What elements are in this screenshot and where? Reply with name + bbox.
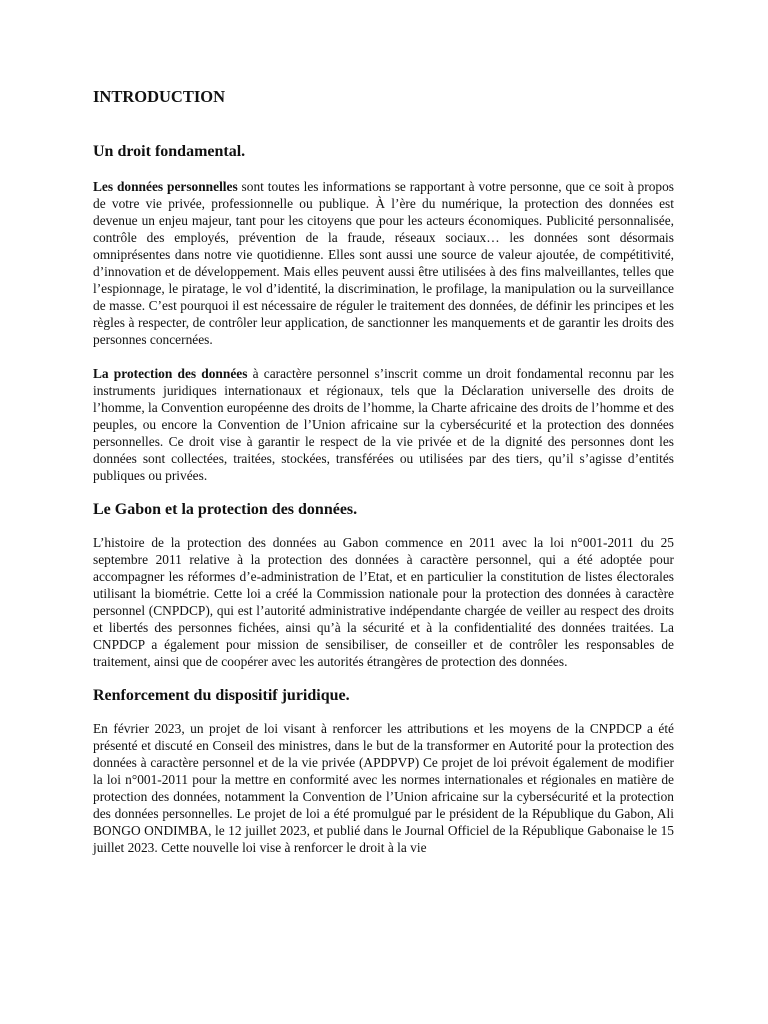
paragraph-lead: Les données personnelles — [93, 179, 238, 194]
paragraph-renforcement — [93, 720, 674, 856]
paragraph-text: L’histoire de la protection des données au Gabon commence en 2011 avec la loi n°001-2011 du 25 septembre 2011 relative à la protection des données à caractère personnel, qui a été adoptée pour accompagner les réformes d’e-administration de l’Etat, et en particulier la constitution de listes électorales utilisant la biométrie. Cette loi a créé la Commission nationale pour la protection des données à caractère personnel (CNPDCP), qui est l’autorité administrative indépendante chargée de veiller au respect des droits et libertés des personnes fichées, ainsi qu’à la sécurité et à la confidentialité des données traitées. La CNPDCP a également pour mission de sensibiliser, de conseiller et de contrôler les responsables de traitement, ainsi que de coopérer avec les autorités étrangères de protection des données. — [93, 535, 674, 669]
page-title: INTRODUCTION — [93, 87, 226, 106]
paragraph-text: En février 2023, un projet de loi visant à renforcer les attributions et les moyens de la CNPDCP a été présenté et discuté en Conseil des ministres, dans le but de la transformer en Autorité pour la protection des données à caractère personnel et de la vie privée (APDPVP) Ce projet de loi prévoit également de modifier la loi n°001-2011 pour la mettre en conformité avec les normes internationales et régionales en matière de protection des données, notamment la Convention de l’Union africaine sur la cybersécurité et la protection des données personnelles. Le projet de loi a été promulgué par le président de la République du Gabon, Ali BONGO ONDIMBA, le 12 juillet 2023, et publié dans le Journal Officiel de la République Gabonaise le 15 juillet 2023. Cette nouvelle loi vise à renforcer le droit à la vie — [93, 721, 674, 855]
paragraph-protection-donnees — [93, 365, 674, 484]
section-heading-renforcement: Renforcement du dispositif juridique. — [93, 687, 350, 704]
paragraph-donnees-personnelles — [93, 178, 674, 348]
document-page — [93, 86, 674, 856]
section-heading-gabon: Le Gabon et la protection des données. — [93, 501, 358, 518]
paragraph-histoire-gabon — [93, 534, 674, 670]
paragraph-text: sont toutes les informations se rapportant à votre personne, que ce soit à propos de votre vie privée, professionnelle ou publique. À l’ère du numérique, la protection des données est devenue un enjeu majeur, tant pour les citoyens que pour les acteurs économiques. Publicité personnalisée, contrôle des employés, prévention de la fraude, réseaux sociaux… les données sont désormais omniprésentes dans notre vie quotidienne. Elles sont aussi une source de valeur ajoutée, de compétitivité, d’innovation et de développement. Mais elles peuvent aussi être utilisées à des fins malveillantes, telles que l’espionnage, le piratage, le vol d’identité, la discrimination, le profilage, la manipulation ou la surveillance de masse. C’est pourquoi il est nécessaire de réguler le traitement des données, de définir les principes et les règles à respecter, de contrôler leur application, de sanctionner les manquements et de garantir les droits des personnes concernées. — [93, 179, 674, 347]
paragraph-lead: La protection des données — [93, 366, 248, 381]
section-heading-droit-fondamental: Un droit fondamental. — [93, 143, 246, 160]
paragraph-text: à caractère personnel s’inscrit comme un droit fondamental reconnu par les instruments juridiques internationaux et régionaux, tels que la Déclaration universelle des droits de l’homme, la Convention européenne des droits de l’homme, la Charte africaine des droits de l’homme et des peuples, ou encore la Convention de l’Union africaine sur la cybersécurité et la protection des données personnelles. Ce droit vise à garantir le respect de la vie privée et de la dignité des personnes dont les données sont collectées, traitées, stockées, transférées ou utilisées par des tiers, qu’il s’agisse d’entités publiques ou privées. — [93, 366, 675, 483]
